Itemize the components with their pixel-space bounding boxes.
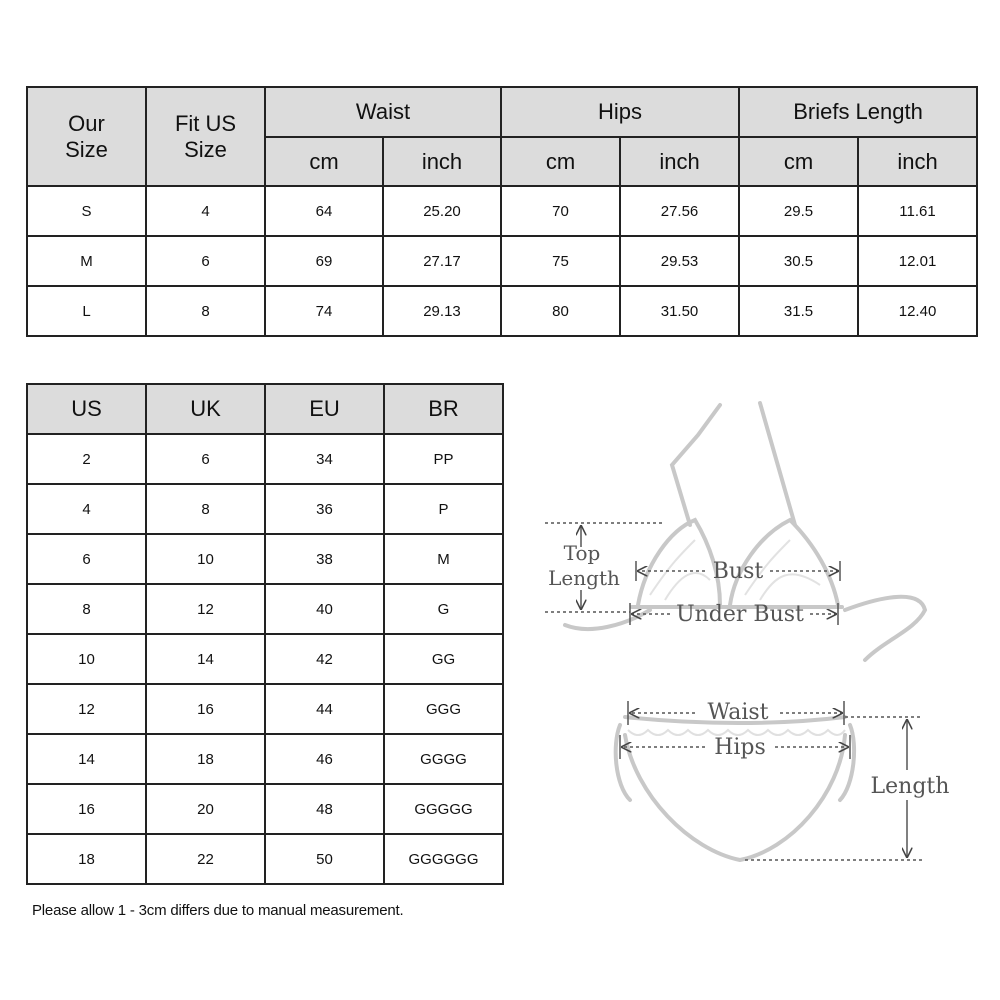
header-br: BR (384, 384, 503, 434)
cell-uk: 12 (146, 584, 265, 634)
cell-us: 4 (27, 484, 146, 534)
cell-us: 2 (27, 434, 146, 484)
cell-us: 12 (27, 684, 146, 734)
cell-us: 16 (27, 784, 146, 834)
cell-br: G (384, 584, 503, 634)
cell-hips-cm: 70 (501, 186, 620, 236)
table-row (27, 484, 503, 534)
cell-uk: 20 (146, 784, 265, 834)
cell-length-cm: 29.5 (739, 186, 858, 236)
cell-waist-inch: 25.20 (383, 186, 501, 236)
cell-uk: 6 (146, 434, 265, 484)
top-length-label-length: Length (548, 566, 620, 590)
cell-us: 18 (27, 834, 146, 884)
table-row (27, 186, 977, 236)
bust-label: Bust (712, 559, 764, 584)
cell-uk: 8 (146, 484, 265, 534)
hips-label: Hips (714, 735, 766, 760)
header-hips: Hips (501, 87, 739, 137)
cell-eu: 42 (265, 634, 384, 684)
top-length-label-top: Top (563, 541, 601, 565)
cell-size: S (27, 186, 146, 236)
header-waist-cm: cm (265, 137, 383, 186)
cell-eu: 46 (265, 734, 384, 784)
cell-us: 14 (27, 734, 146, 784)
cell-br: GG (384, 634, 503, 684)
cell-size: L (27, 286, 146, 336)
header-us: US (27, 384, 146, 434)
header-hips-inch: inch (620, 137, 739, 186)
cell-waist-cm: 74 (265, 286, 383, 336)
header-length-cm: cm (739, 137, 858, 186)
cell-eu: 50 (265, 834, 384, 884)
cell-waist-cm: 69 (265, 236, 383, 286)
cell-waist-inch: 27.17 (383, 236, 501, 286)
header-uk: UK (146, 384, 265, 434)
cell-br: M (384, 534, 503, 584)
cell-uk: 10 (146, 534, 265, 584)
cell-uk: 14 (146, 634, 265, 684)
cell-length-inch: 12.01 (858, 236, 977, 286)
table-row (27, 634, 503, 684)
cell-br: P (384, 484, 503, 534)
cell-eu: 44 (265, 684, 384, 734)
measurement-note: Please allow 1 - 3cm differs due to manual measurement. (32, 902, 404, 919)
table-row (27, 834, 503, 884)
cell-eu: 38 (265, 534, 384, 584)
cell-length-inch: 12.40 (858, 286, 977, 336)
cell-eu: 34 (265, 434, 384, 484)
cell-uk: 18 (146, 734, 265, 784)
cell-hips-inch: 31.50 (620, 286, 739, 336)
table-row (27, 584, 503, 634)
cell-br: GGGG (384, 734, 503, 784)
cell-br: GGGGGG (384, 834, 503, 884)
table-row (27, 236, 977, 286)
cell-us: 6 (27, 534, 146, 584)
cell-waist-cm: 64 (265, 186, 383, 236)
header-waist: Waist (265, 87, 501, 137)
table-row (27, 734, 503, 784)
measurement-diagram (520, 395, 980, 885)
cell-eu: 40 (265, 584, 384, 634)
cell-eu: 48 (265, 784, 384, 834)
table-row (27, 684, 503, 734)
header-hips-cm: cm (501, 137, 620, 186)
header-our-size: Our Size (27, 87, 146, 186)
cell-length-cm: 31.5 (739, 286, 858, 336)
cell-uk: 16 (146, 684, 265, 734)
cell-hips-inch: 27.56 (620, 186, 739, 236)
cell-br: GGGGG (384, 784, 503, 834)
cell-length-cm: 30.5 (739, 236, 858, 286)
cell-hips-cm: 75 (501, 236, 620, 286)
header-length-inch: inch (858, 137, 977, 186)
cell-length-inch: 11.61 (858, 186, 977, 236)
header-waist-inch: inch (383, 137, 501, 186)
header-briefs-length: Briefs Length (739, 87, 977, 137)
cell-hips-inch: 29.53 (620, 236, 739, 286)
cell-size: M (27, 236, 146, 286)
cell-uk: 22 (146, 834, 265, 884)
size-chart-table (26, 86, 978, 337)
cell-us: 8 (146, 286, 265, 336)
cell-us: 8 (27, 584, 146, 634)
waist-label: Waist (707, 700, 769, 725)
cell-us: 10 (27, 634, 146, 684)
table-row (27, 434, 503, 484)
cell-us: 4 (146, 186, 265, 236)
table-row (27, 784, 503, 834)
cell-hips-cm: 80 (501, 286, 620, 336)
header-fit-us-size: Fit US Size (146, 87, 265, 186)
size-conversion-table (26, 383, 504, 885)
length-label: Length (870, 774, 950, 799)
cell-waist-inch: 29.13 (383, 286, 501, 336)
under-bust-label: Under Bust (676, 602, 804, 627)
header-eu: EU (265, 384, 384, 434)
table-row (27, 534, 503, 584)
cell-eu: 36 (265, 484, 384, 534)
cell-us: 6 (146, 236, 265, 286)
cell-br: PP (384, 434, 503, 484)
cell-br: GGG (384, 684, 503, 734)
table-row (27, 286, 977, 336)
